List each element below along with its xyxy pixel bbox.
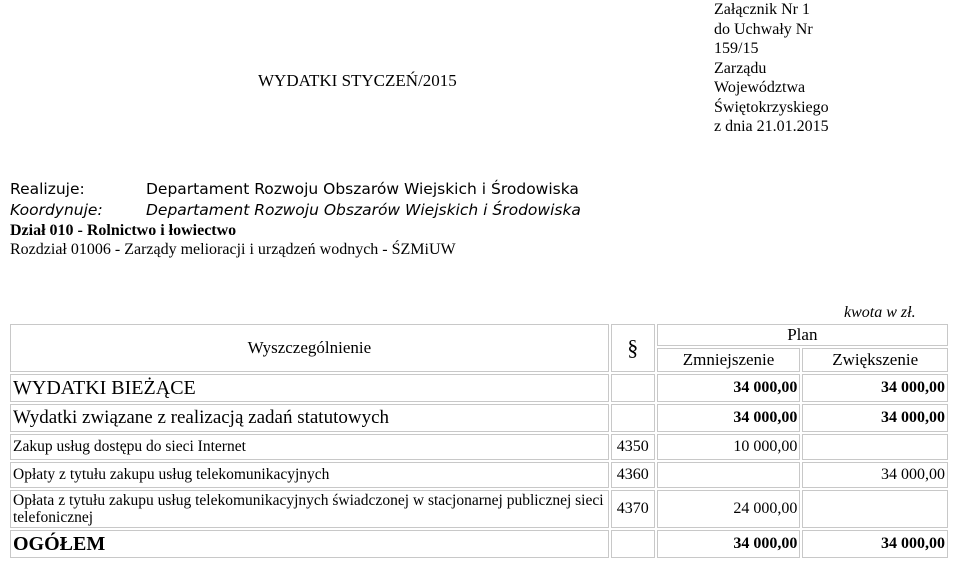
row-paragraph <box>611 530 655 558</box>
row-name: OGÓŁEM <box>10 530 609 558</box>
row-increase: 34 000,00 <box>802 530 948 558</box>
table-row <box>10 462 948 488</box>
rozdzial-line: Rozdział 01006 - Zarządy melioracji i urządzeń wodnych - ŚZMiUW <box>10 241 456 258</box>
dzial-line: Dział 010 - Rolnictwo i łowiectwo <box>10 222 237 239</box>
page-title: WYDATKI STYCZEŃ/2015 <box>258 71 457 90</box>
annex-line: Świętokrzyskiego <box>714 98 829 116</box>
header-spec: Wyszczególnienie <box>10 324 609 372</box>
koordynuje-value: Departament Rozwoju Obszarów Wiejskich i Środowiska <box>146 201 581 219</box>
row-decrease: 34 000,00 <box>657 404 801 432</box>
amount-unit: kwota w zł. <box>844 304 916 321</box>
table-total-row <box>10 530 948 558</box>
realizuje-row <box>10 180 579 198</box>
realizuje-label: Realizuje: <box>10 180 85 198</box>
annex-line: Załącznik Nr 1 <box>714 1 810 18</box>
row-paragraph: 4350 <box>611 434 655 460</box>
annex-line: z dnia 21.01.2015 <box>714 118 829 135</box>
row-decrease: 34 000,00 <box>657 374 801 402</box>
row-name: Wydatki związane z realizacją zadań statutowych <box>10 404 609 432</box>
row-paragraph <box>611 404 655 432</box>
table-row <box>10 404 948 432</box>
row-increase: 34 000,00 <box>802 374 948 402</box>
table-row <box>10 490 948 528</box>
annex-line: 159/15 <box>714 40 759 57</box>
annex-line: Zarządu <box>714 59 767 77</box>
row-increase <box>802 490 948 528</box>
row-increase <box>802 434 948 460</box>
table-row <box>10 374 948 402</box>
row-paragraph <box>611 374 655 402</box>
row-decrease: 24 000,00 <box>657 490 801 528</box>
row-name: Opłata z tytułu zakupu usług telekomunikacyjnych świadczonej w stacjonarnej publicznej sieci telefonicznej <box>10 490 609 528</box>
row-name: Opłaty z tytułu zakupu usług telekomunikacyjnych <box>10 462 609 488</box>
koordynuje-label: Koordynuje: <box>10 201 103 219</box>
row-increase: 34 000,00 <box>802 462 948 488</box>
table-row <box>10 434 948 460</box>
row-decrease: 34 000,00 <box>657 530 801 558</box>
table-header-row <box>10 324 948 346</box>
annex-line: do Uchwały Nr <box>714 20 813 38</box>
annex-note <box>714 0 829 137</box>
row-decrease <box>657 462 801 488</box>
row-paragraph: 4370 <box>611 490 655 528</box>
row-name: Zakup usług dostępu do sieci Internet <box>10 434 609 460</box>
header-decrease: Zmniejszenie <box>657 348 801 372</box>
expenses-table <box>8 322 950 560</box>
row-paragraph: 4360 <box>611 462 655 488</box>
row-name: WYDATKI BIEŻĄCE <box>10 374 609 402</box>
koordynuje-row <box>10 201 581 219</box>
header-paragraph: § <box>611 324 655 372</box>
header-plan: Plan <box>657 324 948 346</box>
annex-line: Województwa <box>714 79 806 96</box>
realizuje-value: Departament Rozwoju Obszarów Wiejskich i Środowiska <box>146 180 579 198</box>
row-increase: 34 000,00 <box>802 404 948 432</box>
row-decrease: 10 000,00 <box>657 434 801 460</box>
header-increase: Zwiększenie <box>802 348 948 372</box>
